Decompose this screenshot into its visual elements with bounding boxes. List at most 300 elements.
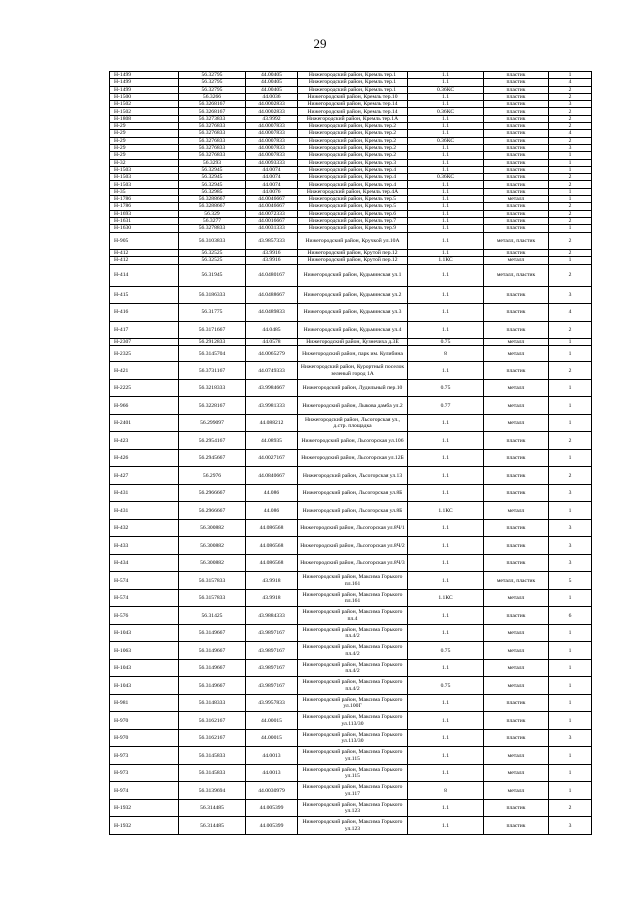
table-row [110,747,592,765]
cell-longitude: 44.00015 [246,729,298,747]
cell-longitude: 44.0074 [246,174,298,181]
cell-volume: 1.1 [408,286,484,304]
cell-latitude: 56.3149667 [179,624,246,642]
cell-id: Н-1631 [110,217,179,224]
cell-address: Нижегородский район, Льсогорская ул.8Ч/3 [298,554,408,572]
cell-address: Нижегородский район, Кремль тер.4 [298,166,408,173]
cell-id: Н-2401 [110,414,179,432]
cell-quantity: 1 [549,379,592,397]
cell-volume: 0.36КС [408,174,484,181]
cell-latitude: 56.3278833 [179,225,246,232]
cell-latitude: 56.32795 [179,86,246,93]
cell-quantity: 1 [549,694,592,712]
cell-volume: 1.1 [408,449,484,467]
cell-id: Н-1500 [110,93,179,100]
cell-address: Нижегородский район, Максима Горького пл.161 [298,589,408,607]
cell-quantity: 2 [549,115,592,122]
cell-id: Н-29 [110,137,179,144]
cell-quantity: 3 [549,101,592,108]
table-row [110,694,592,712]
cell-address: Нижегородский район, Льсогорская ул.13 [298,467,408,485]
cell-id: Н-427 [110,467,179,485]
cell-volume: 1.1 [408,484,484,502]
cell-id: Н-1063 [110,642,179,660]
cell-quantity: 3 [549,519,592,537]
cell-material: пластик [484,101,549,108]
cell-quantity: 1 [549,257,592,264]
cell-volume: 1.1 [408,181,484,188]
cell-material: пластик [484,115,549,122]
cell-latitude: 56.3731167 [179,362,246,380]
cell-latitude: 56.314485 [179,817,246,835]
cell-latitude: 56.3162167 [179,712,246,730]
cell-address: Нижегородский район, Максима Горького пл.4/2 [298,677,408,695]
table-row [110,449,592,467]
cell-volume: 0.75 [408,379,484,397]
cell-address: Нижегородский район, Кремль тер.3 [298,159,408,166]
cell-latitude: 56.300882 [179,519,246,537]
cell-address: Нижегородский район, Кремль тер.14 [298,101,408,108]
table-row [110,174,592,181]
cell-quantity: 2 [549,210,592,217]
table-row [110,286,592,304]
cell-id: Н-32 [110,159,179,166]
cell-latitude: 56.3162167 [179,729,246,747]
cell-id: Н-1786 [110,203,179,210]
cell-longitude: 44.0749333 [246,362,298,380]
table-row [110,250,592,257]
cell-longitude: 44.0036 [246,93,298,100]
cell-quantity: 1 [549,712,592,730]
cell-quantity: 4 [549,130,592,137]
cell-id: Н-970 [110,729,179,747]
cell-address: Нижегородский район, Максима Горького ул.115 [298,747,408,765]
cell-id: Н-35 [110,188,179,195]
cell-id: Н-1043 [110,677,179,695]
cell-longitude: 44.00405 [246,79,298,86]
cell-quantity: 1 [549,159,592,166]
cell-volume: 1.1 [408,232,484,250]
cell-address: Нижегородский район, Кремль тер.2 [298,130,408,137]
cell-latitude: 56.2976 [179,467,246,485]
cell-material: металл [484,589,549,607]
cell-material: пластик [484,72,549,79]
cell-material: пластик [484,712,549,730]
cell-material: пластик [484,694,549,712]
cell-material: пластик [484,554,549,572]
cell-longitude: 44.0002833 [246,108,298,115]
cell-address: Нижегородский район, Льсогорская ул.12Б [298,449,408,467]
cell-latitude: 56.3186333 [179,286,246,304]
cell-id: Н-414 [110,264,179,286]
cell-material: металл, пластик [484,264,549,286]
cell-latitude: 56.3276833 [179,152,246,159]
cell-address: Нижегородский район, Кручкой ул.10А [298,232,408,250]
cell-material: металл [484,747,549,765]
cell-id: Н-1786 [110,196,179,203]
cell-material: пластик [484,159,549,166]
page-number: 29 [313,36,327,51]
cell-volume: 8 [408,346,484,362]
cell-volume: 0.36КС [408,108,484,115]
cell-material: пластик [484,188,549,195]
table-row [110,782,592,800]
table-row [110,729,592,747]
cell-longitude: 44.005399 [246,817,298,835]
cell-address: Нижегородский район, Максима Горького пл.4/2 [298,642,408,660]
table-row [110,502,592,520]
cell-material: пластик [484,144,549,151]
cell-volume: 1.1 [408,519,484,537]
cell-address: Нижегородский район, Кузнечиха д.3Е [298,339,408,346]
cell-quantity: 3 [549,286,592,304]
cell-latitude: 56.3149667 [179,659,246,677]
cell-latitude: 56.299097 [179,414,246,432]
cell-longitude: 44.08935 [246,432,298,450]
cell-quantity: 3 [549,537,592,555]
cell-longitude: 44.00405 [246,72,298,79]
cell-material: пластик [484,304,549,322]
cell-latitude: 56.3149667 [179,677,246,695]
cell-longitude: 43.9957833 [246,694,298,712]
cell-longitude: 44.00015 [246,712,298,730]
cell-material: пластик [484,225,549,232]
cell-volume: 1.1 [408,321,484,339]
cell-address: Нижегородский район, Максима Горького ул.113/30 [298,729,408,747]
cell-id: Н-412 [110,257,179,264]
cell-longitude: 44.086568 [246,519,298,537]
cell-longitude: 44.0031333 [246,225,298,232]
cell-volume: 0.75 [408,642,484,660]
cell-id: Н-1503 [110,174,179,181]
cell-material: пластик [484,817,549,835]
cell-address: Нижегородский район, Кремль тер.4А [298,188,408,195]
cell-id: Н-1693 [110,210,179,217]
cell-volume: 1.1 [408,304,484,322]
cell-quantity: 2 [549,432,592,450]
cell-latitude: 56.3148333 [179,694,246,712]
cell-id: Н-433 [110,537,179,555]
cell-longitude: 44.086568 [246,537,298,555]
cell-latitude: 56.3268167 [179,101,246,108]
cell-volume: 1.1 [408,79,484,86]
cell-address: Нижегородский район, Крутой пер.12 [298,257,408,264]
cell-quantity: 3 [549,817,592,835]
cell-volume: 1.1 [408,572,484,590]
table-row [110,572,592,590]
cell-volume: 1.1 [408,729,484,747]
table-row [110,339,592,346]
cell-quantity: 2 [549,174,592,181]
cell-address: Нижегородский район, Максима Горького пл.161 [298,572,408,590]
cell-id: Н-1502 [110,101,179,108]
cell-volume: 1.1 [408,659,484,677]
cell-quantity: 1 [549,152,592,159]
table-row [110,677,592,695]
cell-latitude: 56.314485 [179,799,246,817]
table-row [110,346,592,362]
cell-longitude: 44.086 [246,502,298,520]
cell-quantity: 6 [549,607,592,625]
cell-address: Нижегородский район, Льсогорская ул.8Ч/1 [298,519,408,537]
cell-address: Нижегородский район, Кремль тер.5 [298,203,408,210]
cell-longitude: 44.0488667 [246,286,298,304]
cell-material: пластик [484,210,549,217]
cell-volume: 1.1 [408,217,484,224]
cell-material: пластик [484,607,549,625]
cell-address: Нижегородский район, Кудьминская ул.3 [298,304,408,322]
table-row [110,764,592,782]
table-row [110,519,592,537]
cell-longitude: 44.0065279 [246,346,298,362]
cell-quantity: 2 [549,217,592,224]
cell-material: пластик [484,130,549,137]
cell-material: пластик [484,137,549,144]
cell-latitude: 56.32525 [179,250,246,257]
cell-latitude: 56.32945 [179,181,246,188]
cell-material: пластик [484,519,549,537]
cell-longitude: 44.0093333 [246,159,298,166]
table-row [110,203,592,210]
cell-latitude: 56.3145833 [179,764,246,782]
cell-id: Н-1499 [110,79,179,86]
cell-volume: 1.1КС [408,502,484,520]
cell-id: Н-1043 [110,659,179,677]
cell-quantity: 5 [549,572,592,590]
cell-address: Нижегородский район, Крутой пер.12 [298,250,408,257]
cell-latitude: 56.3273833 [179,115,246,122]
table-row [110,217,592,224]
cell-volume: 1.1 [408,130,484,137]
table-row [110,414,592,432]
cell-longitude: 44.0480167 [246,264,298,286]
cell-volume: 1.1 [408,694,484,712]
cell-id: Н-29 [110,152,179,159]
cell-id: Н-426 [110,449,179,467]
cell-address: Нижегородский район, Кремль тер.1 [298,86,408,93]
cell-longitude: 44.0072333 [246,210,298,217]
cell-quantity: 1 [549,449,592,467]
cell-volume: 0.77 [408,397,484,415]
table-row [110,86,592,93]
cell-longitude: 44.0076 [246,188,298,195]
cell-volume: 1.1 [408,764,484,782]
cell-volume: 0.75 [408,339,484,346]
cell-address: Нижегородский район, Кремль тер.1А [298,115,408,122]
cell-id: Н-1043 [110,624,179,642]
table-row [110,817,592,835]
cell-quantity: 3 [549,484,592,502]
cell-id: Н-574 [110,572,179,590]
cell-quantity: 1 [549,225,592,232]
cell-volume: 1.1КС [408,589,484,607]
cell-material: пластик [484,321,549,339]
cell-latitude: 56.31775 [179,304,246,322]
cell-latitude: 56.3157833 [179,572,246,590]
cell-longitude: 43.9918 [246,572,298,590]
cell-id: Н-1932 [110,817,179,835]
cell-material: пластик [484,123,549,130]
cell-address: Нижегородский район, Максима Горького пл.4 [298,607,408,625]
table-row [110,589,592,607]
cell-volume: 1.1 [408,712,484,730]
cell-volume: 1.1 [408,123,484,130]
cell-address: Нижегородский район, Максима Горького пл.4/2 [298,624,408,642]
cell-id: Н-2225 [110,379,179,397]
cell-latitude: 56.31425 [179,607,246,625]
cell-quantity: 1 [549,677,592,695]
cell-material: пластик [484,174,549,181]
cell-volume: 8 [408,782,484,800]
table-row [110,210,592,217]
cell-volume: 1.1 [408,554,484,572]
cell-address: Нижегородский район, Максима Горького ул.100Г [298,694,408,712]
cell-longitude: 44.0007833 [246,144,298,151]
cell-volume: 1.1 [408,537,484,555]
cell-id: Н-412 [110,250,179,257]
cell-id: Н-1630 [110,225,179,232]
cell-latitude: 56.3276833 [179,130,246,137]
cell-volume: 1.1 [408,210,484,217]
cell-quantity: 2 [549,467,592,485]
cell-longitude: 44.086568 [246,554,298,572]
cell-quantity: 1 [549,624,592,642]
cell-latitude: 56.2945667 [179,449,246,467]
cell-material: металл [484,659,549,677]
cell-volume: 1.1 [408,817,484,835]
cell-longitude: 44.0016667 [246,217,298,224]
table-row [110,232,592,250]
table-row [110,137,592,144]
cell-quantity: 3 [549,144,592,151]
cell-address: Нижегородский район, Кремль тер.2 [298,123,408,130]
table-row [110,115,592,122]
cell-id: Н-574 [110,589,179,607]
table-row [110,188,592,195]
cell-id: Н-1503 [110,181,179,188]
cell-quantity: 1 [549,188,592,195]
cell-latitude: 56.3288667 [179,196,246,203]
cell-id: Н-970 [110,712,179,730]
cell-quantity: 1 [549,346,592,362]
cell-material: пластик [484,217,549,224]
cell-latitude: 56.3288667 [179,203,246,210]
cell-id: Н-576 [110,607,179,625]
cell-volume: 1.1 [408,467,484,485]
cell-latitude: 56.2954167 [179,432,246,450]
cell-longitude: 44.0489833 [246,304,298,322]
cell-id: Н-966 [110,397,179,415]
table-row [110,79,592,86]
cell-longitude: 43.9916 [246,250,298,257]
cell-volume: 1.1 [408,166,484,173]
cell-volume: 0.36КС [408,137,484,144]
cell-volume: 1.1 [408,101,484,108]
table-body [110,72,592,835]
cell-material: металл, пластик [484,232,549,250]
cell-volume: 1.1 [408,225,484,232]
cell-address: Нижегородский район, Кремль тер.10 [298,93,408,100]
cell-material: пластик [484,181,549,188]
cell-material: пластик [484,449,549,467]
cell-address: Нижегородский район, Кремль тер.2 [298,137,408,144]
cell-volume: 1.1 [408,607,484,625]
table-row [110,181,592,188]
cell-material: металл [484,414,549,432]
cell-longitude: 44.0578 [246,339,298,346]
cell-latitude: 56.3145704 [179,346,246,362]
cell-address: Нижегородский район, Кремль тер.2 [298,152,408,159]
cell-material: пластик [484,286,549,304]
table-row [110,659,592,677]
cell-material: металл [484,346,549,362]
table-row [110,537,592,555]
cell-latitude: 56.2912833 [179,339,246,346]
cell-longitude: 44.00405 [246,86,298,93]
cell-quantity: 1 [549,642,592,660]
cell-longitude: 44.0027167 [246,449,298,467]
cell-material: пластик [484,799,549,817]
cell-address: Нижегородский район, Кремль тер.7 [298,217,408,224]
cell-address: Нижегородский район, Кремль тер.1 [298,79,408,86]
table-row [110,257,592,264]
table-row [110,642,592,660]
cell-id: Н-1499 [110,72,179,79]
cell-material: пластик [484,203,549,210]
cell-material: пластик [484,86,549,93]
cell-volume: 1.1 [408,799,484,817]
cell-id: Н-417 [110,321,179,339]
cell-volume: 1.1 [408,144,484,151]
table-row [110,712,592,730]
cell-volume: 1.1 [408,188,484,195]
cell-material: металл, пластик [484,572,549,590]
cell-longitude: 43.9897167 [246,624,298,642]
cell-id: Н-29 [110,123,179,130]
cell-address: Нижегородский район, Лудильный пер.10 [298,379,408,397]
cell-volume: 1.1 [408,414,484,432]
cell-quantity: 2 [549,86,592,93]
cell-material: металл [484,764,549,782]
cell-longitude: 44.0013 [246,747,298,765]
table-row [110,467,592,485]
table-row [110,362,592,380]
cell-address: Нижегородский район, Кремль тер.2 [298,144,408,151]
cell-material: металл [484,502,549,520]
cell-id: Н-974 [110,782,179,800]
cell-latitude: 56.3276833 [179,123,246,130]
cell-longitude: 44.0007833 [246,130,298,137]
cell-address: Нижегородский район, Кремль тер.9 [298,225,408,232]
table-row [110,123,592,130]
cell-quantity: 1 [549,72,592,79]
cell-material: пластик [484,166,549,173]
cell-longitude: 43.9981333 [246,397,298,415]
cell-material: пластик [484,108,549,115]
table-row [110,108,592,115]
container-registry-table [109,71,592,835]
cell-address: Нижегородский район, Кремль тер.14 [298,108,408,115]
cell-quantity: 2 [549,321,592,339]
cell-volume: 1.1КС [408,257,484,264]
cell-quantity: 1 [549,764,592,782]
table-row [110,72,592,79]
table-row [110,624,592,642]
cell-id: Н-1808 [110,115,179,122]
cell-volume: 1.1 [408,159,484,166]
cell-quantity: 1 [549,747,592,765]
cell-quantity: 1 [549,589,592,607]
